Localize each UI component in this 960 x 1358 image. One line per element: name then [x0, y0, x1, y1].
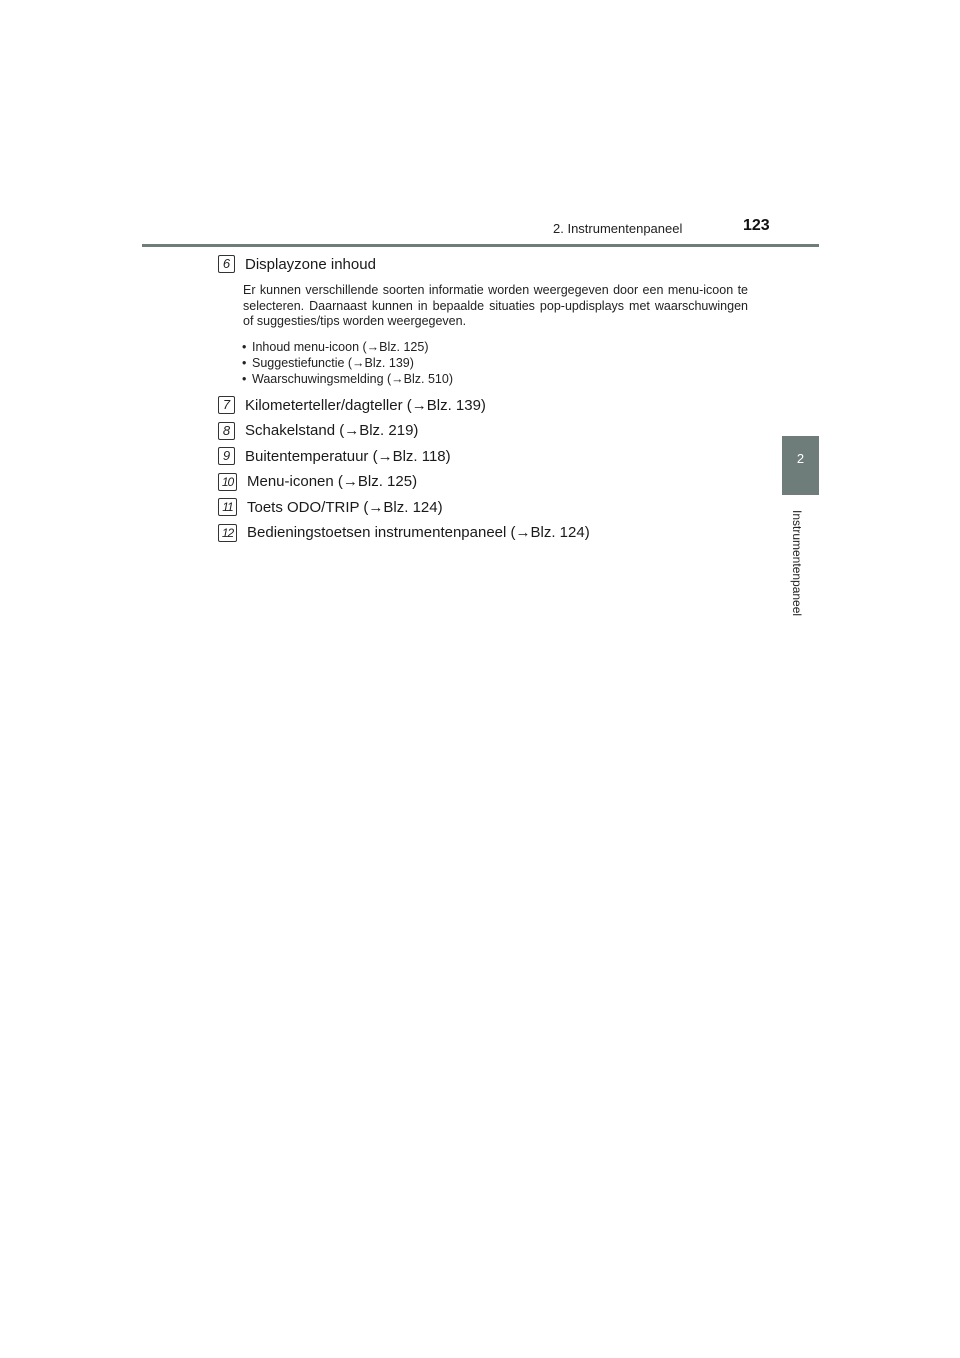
item-number-badge: 12 [218, 524, 237, 542]
item-title: Bedieningstoetsen instrumentenpaneel (→Blz. 124) [247, 524, 590, 542]
list-item [218, 253, 748, 275]
item-number-badge: 9 [218, 447, 235, 465]
item-description: Er kunnen verschillende soorten informatie worden weergegeven door een menu-icoon te selecteren. Daarnaast kunnen in bepaalde situaties pop-updisplays met waarschuwingen of suggesties/tips worden weergegeven. [243, 283, 748, 328]
item-list [218, 253, 748, 546]
item-number-badge: 8 [218, 422, 235, 440]
item-number-badge: 11 [218, 498, 237, 516]
list-item [218, 495, 748, 521]
header-rule [142, 244, 819, 247]
bullet-item: • Waarschuwingsmelding (→Blz. 510) [252, 371, 748, 387]
list-item [218, 469, 748, 495]
item-title: Buitentemperatuur (→Blz. 118) [245, 447, 451, 465]
chapter-label: Instrumentenpaneel [790, 510, 804, 617]
chapter-tab [782, 436, 819, 495]
bullet-item: • Suggestiefunctie (→Blz. 139) [252, 355, 748, 371]
item-title: Displayzone inhoud [245, 255, 376, 273]
item-number-badge: 10 [218, 473, 237, 491]
list-item [218, 393, 748, 419]
bullet-list [252, 339, 748, 387]
item-title: Menu-iconen (→Blz. 125) [247, 473, 418, 491]
header-section-title: 2. Instrumentenpaneel [553, 221, 683, 236]
item-number-badge: 6 [218, 255, 235, 273]
item-title: Kilometerteller/dagteller (→Blz. 139) [245, 396, 486, 414]
item-title: Schakelstand (→Blz. 219) [245, 422, 419, 440]
list-item [218, 418, 748, 444]
item-title: Toets ODO/TRIP (→Blz. 124) [247, 498, 443, 516]
item-number-badge: 7 [218, 396, 235, 414]
chapter-number: 2 [796, 451, 805, 466]
list-item [218, 444, 748, 470]
page-number: 123 [743, 217, 770, 234]
list-item [218, 520, 748, 546]
bullet-item: • Inhoud menu-icoon (→Blz. 125) [252, 339, 748, 355]
